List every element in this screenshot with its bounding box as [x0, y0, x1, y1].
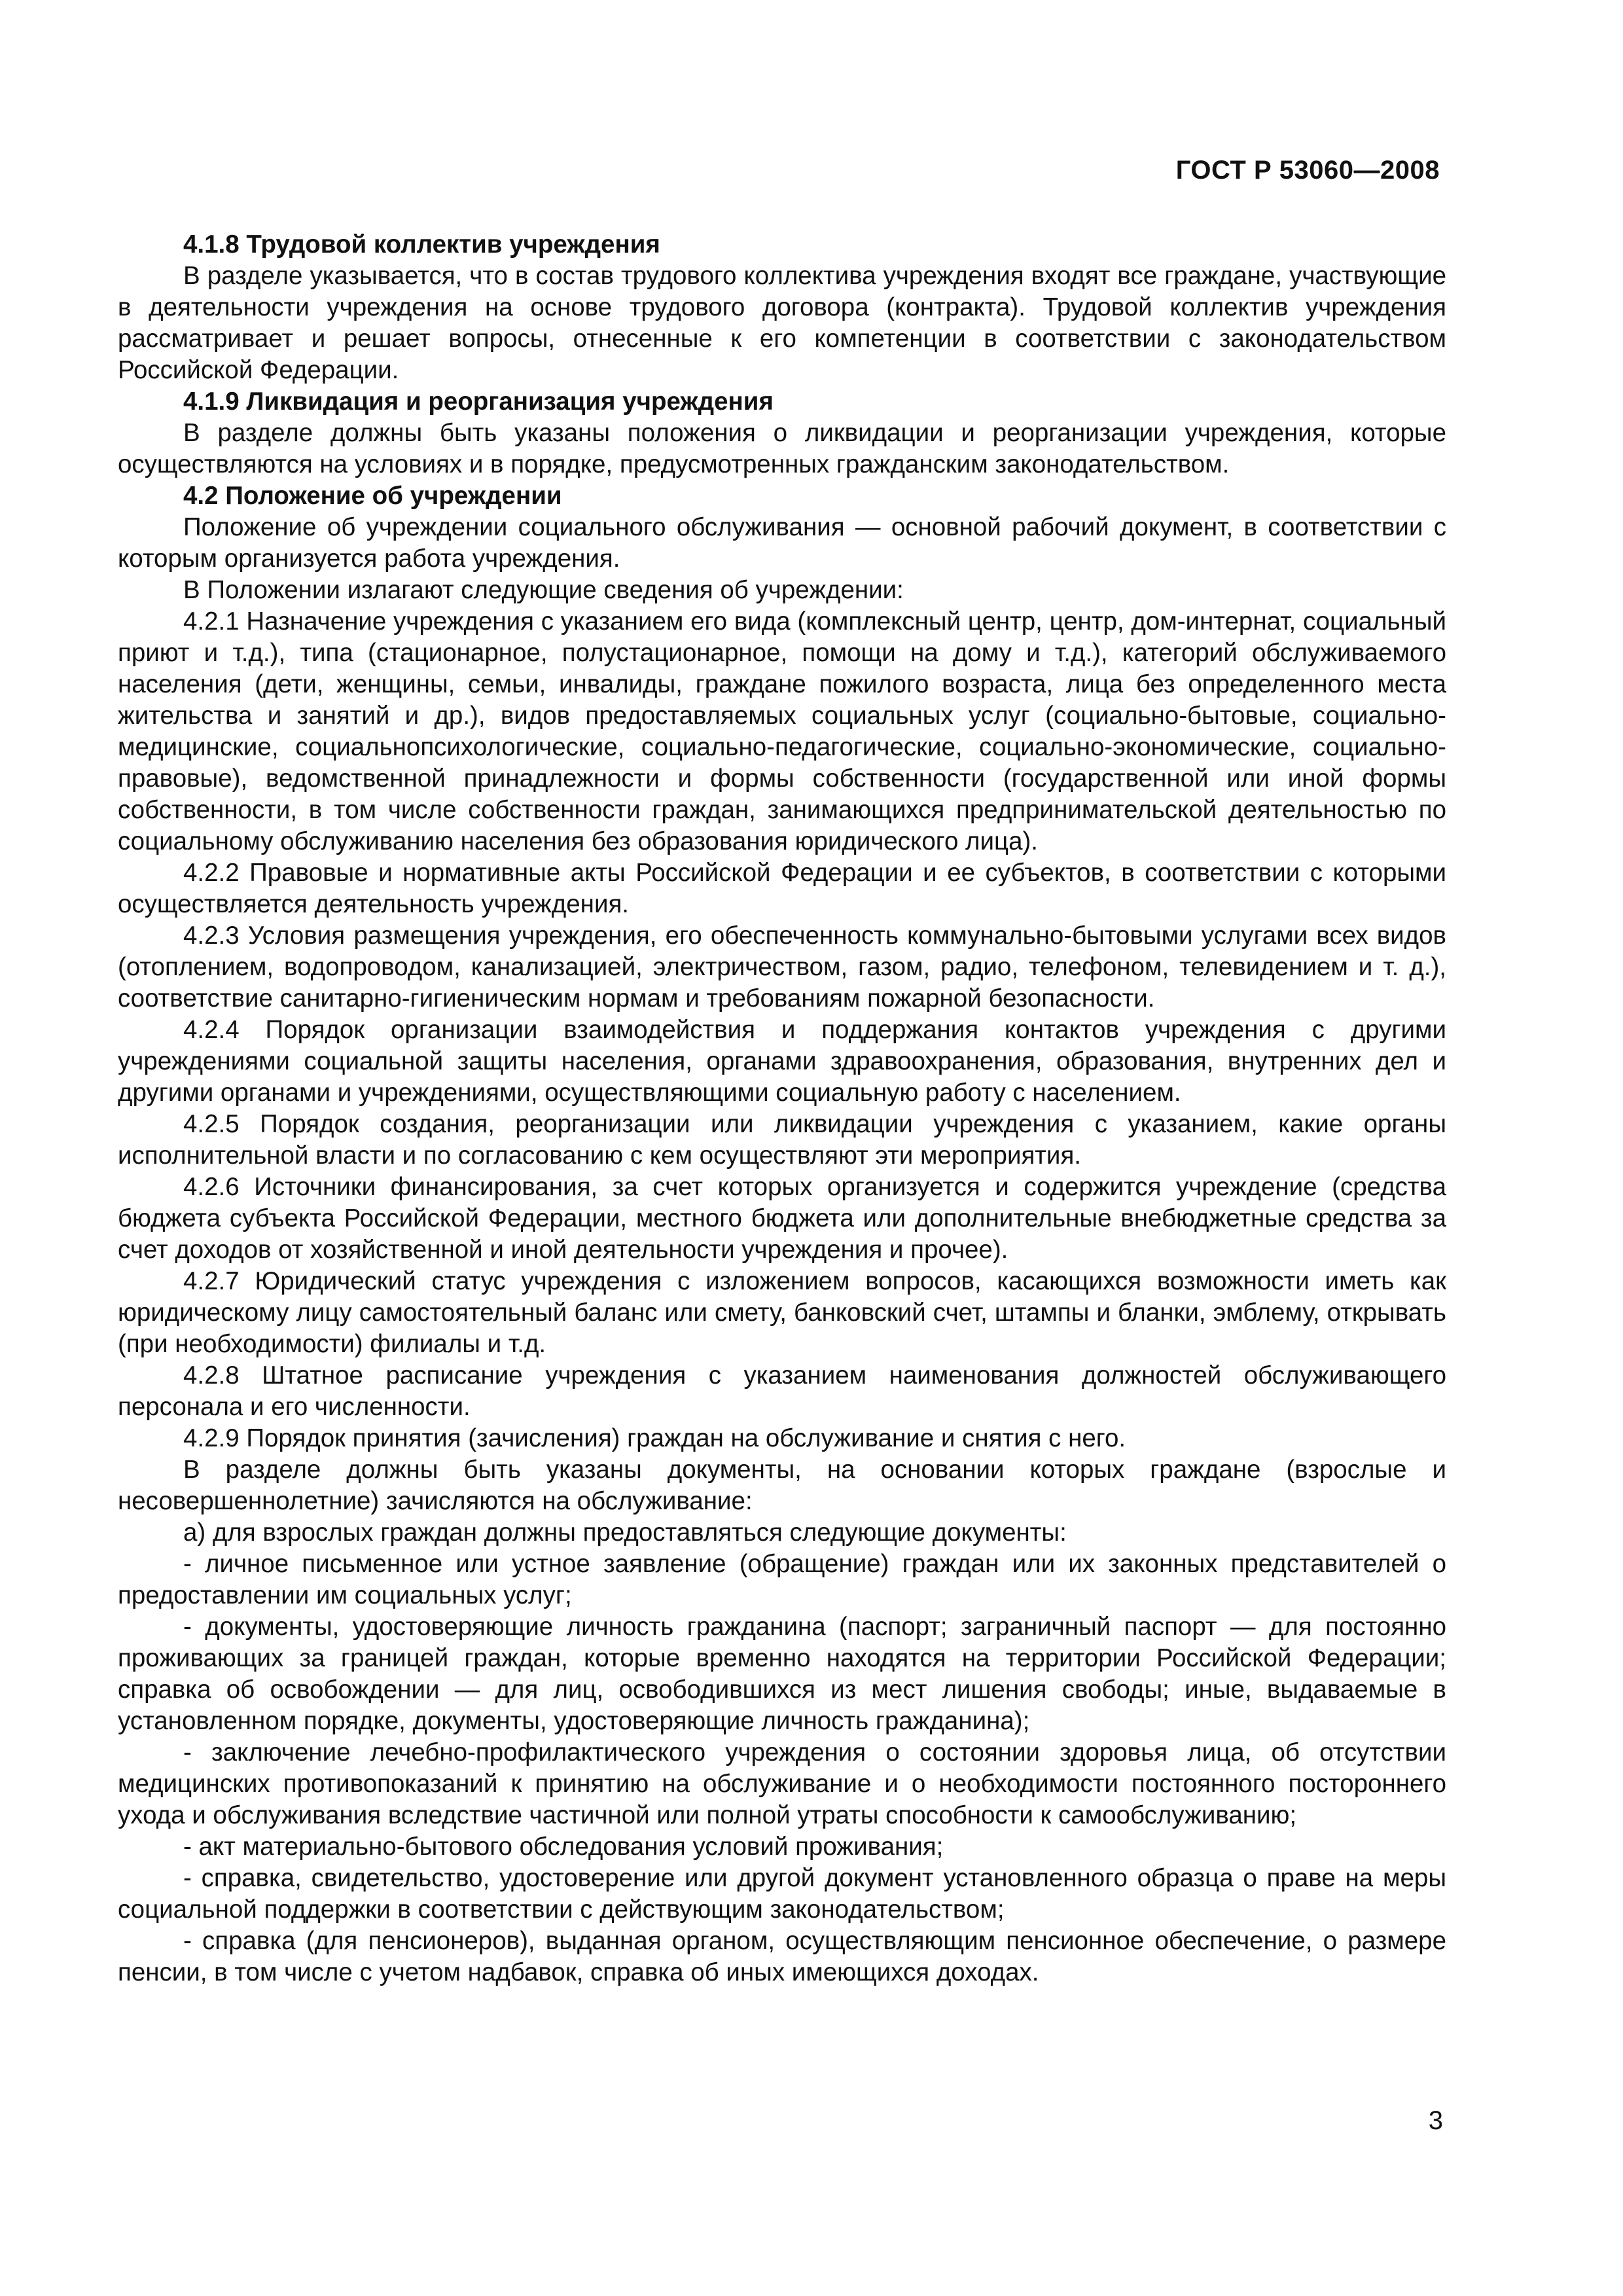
body-paragraph: - справка, свидетельство, удостоверение или другой документ установленного образца о праве на меры социальной поддержки в соответствии с действующим законодательством; [118, 1864, 1446, 1924]
body-paragraph: 4.2.8 Штатное расписание учреждения с указанием наименования должностей обслуживающего персонала и его численности. [118, 1361, 1446, 1421]
body-paragraph: 4.2.9 Порядок принятия (зачисления) граждан на обслуживание и снятия с него. [183, 1424, 1126, 1452]
body-paragraph: 4.2.5 Порядок создания, реорганизации или ликвидации учреждения с указанием, какие органы исполнительной власти и по согласованию с кем осуществляют эти мероприятия. [118, 1110, 1446, 1170]
body-paragraph: - документы, удостоверяющие личность гражданина (паспорт; заграничный паспорт — для постоянно проживающих за границей граждан, которые временно находятся на территории Российской Федерации; справка об освобождении — для лиц, освободившихся из мест лишения свободы; иные, выдаваемые в установленном порядке, документы, удостоверяющие личность гражданина); [118, 1613, 1446, 1735]
body-paragraph: 4.2.1 Назначение учреждения с указанием его вида (комплексный центр, центр, дом-интернат, социальный приют и т.д.), типа (стационарное, полустационарное, помощи на дому и т.д.), категорий обслуживаемого населения (дети, женщины, семьи, инвалиды, граждане пожилого возраста, лица без определенного места жительства и занятий и др.), видов предоставляемых социальных услуг (социально-бытовые, социально-медицинские, социальнопсихологические, социально-педагогические, социально-экономические, социально-правовые), ведомственной принадлежности и формы собственности (государственной или иной формы собственности, в том числе собственности граждан, занимающихся предпринимательской деятельностью по социальному обслуживанию населения без образования юридического лица). [118, 607, 1446, 855]
body-paragraph: - заключение лечебно-профилактического учреждения о состоянии здоровья лица, об отсутствии медицинских противопоказаний к принятию на обслуживание и о необходимости постоянного постороннего ухода и обслуживания вследствие частичной или полной утраты способности к самообслуживанию; [118, 1738, 1446, 1829]
document-body [118, 229, 1446, 1988]
page-number: 3 [1428, 2106, 1443, 2135]
section-heading: 4.1.8 Трудовой коллектив учреждения [183, 230, 660, 259]
body-paragraph: В Положении излагают следующие сведения об учреждении: [183, 576, 904, 604]
body-paragraph: 4.2.6 Источники финансирования, за счет которых организуется и содержится учреждение (средства бюджета субъекта Российской Федерации, местного бюджета или дополнительные внебюджетные средства за счет доходов от хозяйственной и иной деятельности учреждения и прочее). [118, 1173, 1446, 1264]
section-heading: 4.1.9 Ликвидация и реорганизация учреждения [183, 387, 774, 416]
body-paragraph: 4.2.2 Правовые и нормативные акты Российской Федерации и ее субъектов, в соответствии с которыми осуществляется деятельность учреждения. [118, 859, 1446, 918]
body-paragraph: В разделе должны быть указаны документы, на основании которых граждане (взрослые и несовершеннолетние) зачисляются на обслуживание: [118, 1456, 1446, 1515]
body-paragraph: - справка (для пенсионеров), выданная органом, осуществляющим пенсионное обеспечение, о размере пенсии, в том числе с учетом надбавок, справка об иных имеющихся доходах. [118, 1927, 1446, 1986]
body-paragraph: - личное письменное или устное заявление (обращение) граждан или их законных представителей о предоставлении им социальных услуг; [118, 1550, 1446, 1609]
standard-code-header: ГОСТ Р 53060—2008 [1175, 156, 1440, 185]
body-paragraph: В разделе должны быть указаны положения о ликвидации и реорганизации учреждения, которые осуществляются на условиях и в порядке, предусмотренных гражданским законодательством. [118, 419, 1446, 478]
body-paragraph: 4.2.4 Порядок организации взаимодействия и поддержания контактов учреждения с другими учреждениями социальной защиты населения, органами здравоохранения, образования, внутренних дел и другими органами и учреждениями, осуществляющими социальную работу с населением. [118, 1016, 1446, 1107]
body-paragraph: В разделе указывается, что в состав трудового коллектива учреждения входят все граждане, участвующие в деятельности учреждения на основе трудового договора (контракта). Трудовой коллектив учреждения рассматривает и решает вопросы, отнесенные к его компетенции в соответствии с законодательством Российской Федерации. [118, 262, 1446, 384]
body-paragraph: а) для взрослых граждан должны предоставляться следующие документы: [183, 1518, 1067, 1547]
body-paragraph: Положение об учреждении социального обслуживания — основной рабочий документ, в соответствии с которым организуется работа учреждения. [118, 513, 1446, 573]
body-paragraph: - акт материально-бытового обследования условий проживания; [183, 1833, 944, 1861]
body-paragraph: 4.2.7 Юридический статус учреждения с изложением вопросов, касающихся возможности иметь как юридическому лицу самостоятельный баланс или смету, банковский счет, штампы и бланки, эмблему, открывать (при необходимости) филиалы и т.д. [118, 1267, 1446, 1358]
body-paragraph: 4.2.3 Условия размещения учреждения, его обеспеченность коммунально-бытовыми услугами всех видов (отоплением, водопроводом, канализацией, электричеством, газом, радио, телефоном, телевидением и т. д.), соответствие санитарно-гигиеническим нормам и требованиям пожарной безопасности. [118, 922, 1446, 1013]
section-heading: 4.2 Положение об учреждении [183, 482, 562, 510]
